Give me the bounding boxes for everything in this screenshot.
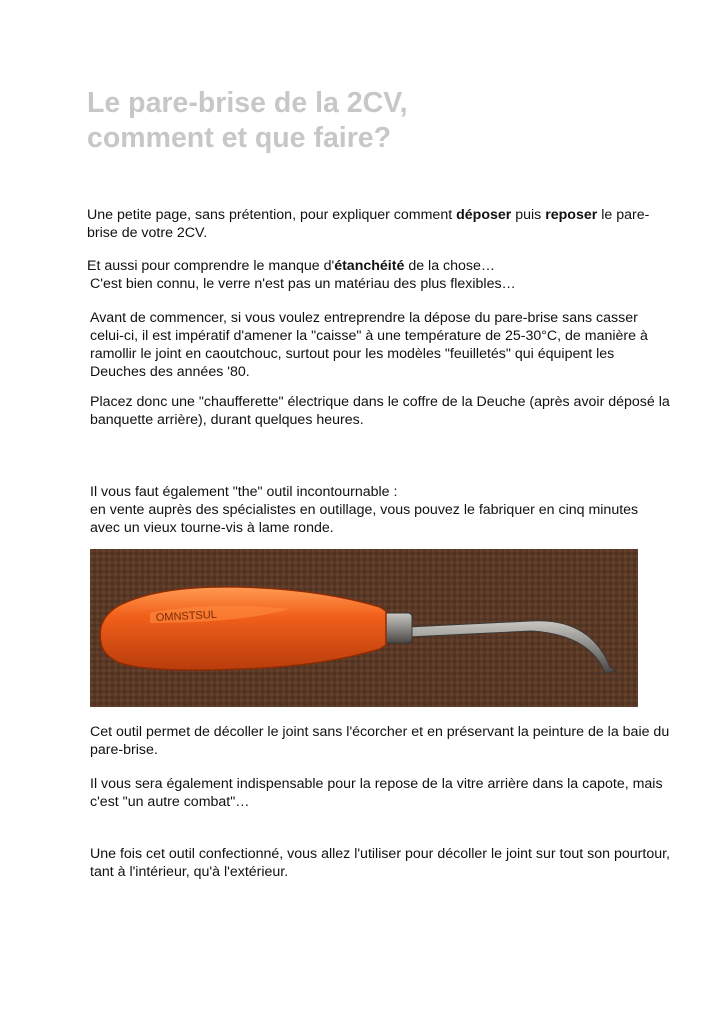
intro-paragraph — [87, 206, 649, 242]
seal-line-2: C'est bien connu, le verre n'est pas un matériau des plus flexibles… — [90, 276, 516, 292]
usage-paragraph — [90, 845, 670, 881]
before-line-3: ramollir le joint en caoutchouc, surtout pour les modèles "feuilletés" qui équipent les — [90, 346, 615, 362]
rear-line-2: c'est "un autre combat"… — [90, 794, 250, 810]
intro-text-e: le pare- — [597, 207, 650, 223]
tool-line-2: en vente auprès des spécialistes en outillage, vous pouvez le fabriquer en cinq minutes — [90, 502, 639, 518]
intro-bold-deposer: déposer — [456, 207, 512, 223]
title-line-1: Le pare-brise de la 2CV, — [87, 87, 408, 119]
rear-paragraph — [90, 775, 663, 811]
purpose-paragraph — [90, 723, 669, 759]
rear-line-1: Il vous sera également indispensable pour la repose de la vitre arrière dans la capote, mais — [90, 776, 663, 792]
seal-text-a: Et aussi pour comprendre le manque d' — [87, 258, 335, 274]
before-line-1: Avant de commencer, si vous voulez entreprendre la dépose du pare-brise sans casser — [90, 310, 638, 326]
intro-text-a: Une petite page, sans prétention, pour expliquer comment — [87, 207, 457, 223]
heater-line-2: banquette arrière), durant quelques heures. — [90, 412, 364, 428]
title-line-2: comment et que faire? — [87, 122, 392, 154]
tool-line-3: avec un vieux tourne-vis à lame ronde. — [90, 520, 334, 536]
page-title — [87, 86, 647, 156]
tool-photo — [90, 549, 638, 707]
usage-line-2: tant à l'intérieur, qu'à l'extérieur. — [90, 864, 289, 880]
before-paragraph — [90, 309, 648, 381]
seal-paragraph — [87, 257, 516, 293]
seal-text-c: de la chose… — [404, 258, 496, 274]
purpose-line-1: Cet outil permet de décoller le joint sans l'écorcher et en préservant la peinture de la baie du — [90, 724, 670, 740]
intro-line-1 — [87, 206, 649, 224]
intro-bold-reposer: reposer — [545, 207, 598, 223]
intro-line-2: brise de votre 2CV. — [87, 225, 208, 241]
heater-paragraph — [90, 393, 670, 429]
handle-shape — [100, 587, 386, 670]
purpose-line-2: pare-brise. — [90, 742, 158, 758]
seal-bold-etancheite: étanchéité — [334, 258, 405, 274]
before-line-2: celui-ci, il est impératif d'amener la "caisse" à une température de 25-30°C, de manière à — [90, 328, 648, 344]
seal-line-1 — [87, 257, 516, 275]
before-line-4: Deuches des années '80. — [90, 364, 250, 380]
handle-brand-text: OMNSTSUL — [155, 608, 218, 624]
usage-line-1: Une fois cet outil confectionné, vous allez l'utiliser pour décoller le joint sur tout son pourtour, — [90, 846, 670, 862]
tool-line-1: Il vous faut également "the" outil incontournable : — [90, 484, 398, 500]
tool-paragraph — [90, 483, 638, 537]
intro-text-c: puis — [511, 207, 546, 223]
heater-line-1: Placez donc une "chaufferette" électrique dans le coffre de la Deuche (après avoir déposé la — [90, 394, 670, 410]
screwdriver-image — [90, 549, 638, 707]
